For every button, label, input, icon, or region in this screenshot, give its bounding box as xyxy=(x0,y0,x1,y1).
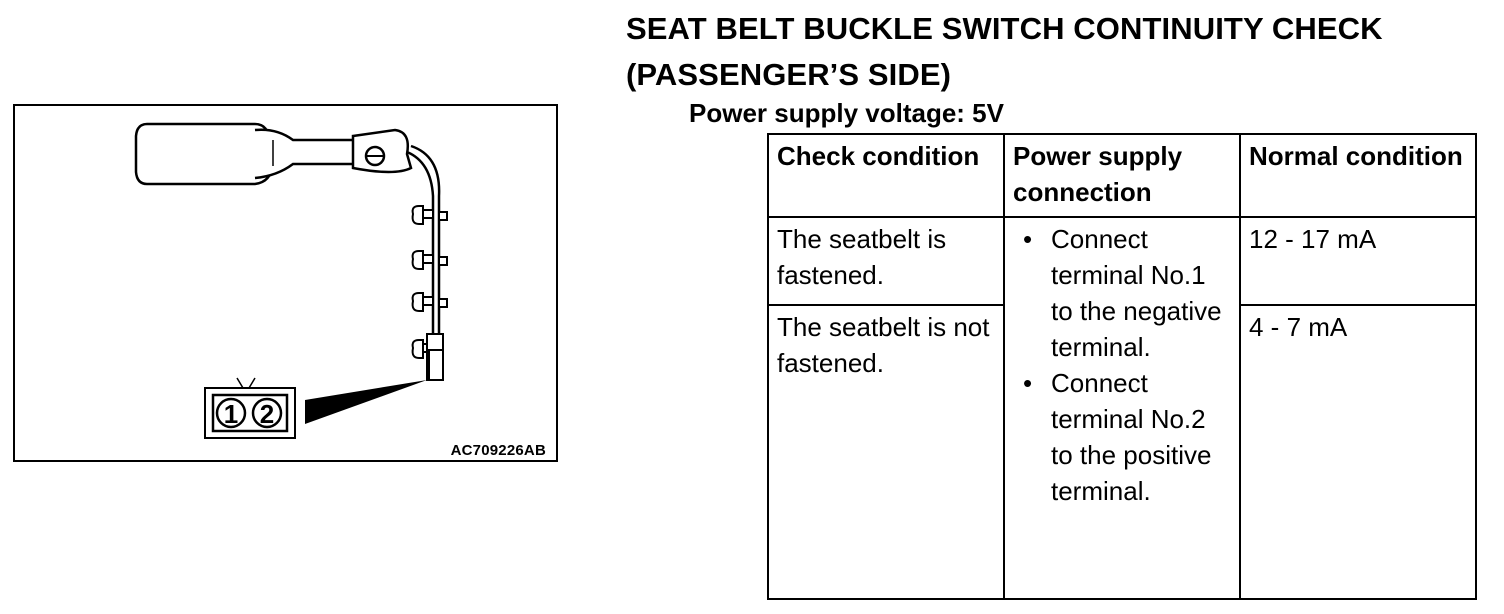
harness-clip xyxy=(413,293,447,311)
power-supply-connection-cell xyxy=(1004,217,1240,599)
list-item: • Connect terminal No.2 to the positive terminal. xyxy=(1051,365,1231,509)
illustration-figure xyxy=(13,104,558,462)
connection-steps-list xyxy=(1013,221,1231,509)
list-item: • Connect terminal No.1 to the negative terminal. xyxy=(1051,221,1231,365)
continuity-check-table xyxy=(767,133,1477,600)
power-supply-voltage: Power supply voltage: 5V xyxy=(689,98,1004,128)
pointer-wedge xyxy=(305,380,427,424)
pin-2-label: 2 xyxy=(259,399,275,429)
table-row xyxy=(768,217,1476,305)
check-condition-cell: The seatbelt is fastened. xyxy=(768,217,1004,305)
harness-clip xyxy=(413,206,447,224)
buckle-body xyxy=(136,124,273,184)
check-condition-cell: The seatbelt is not fastened. xyxy=(768,305,1004,599)
page-title: SEAT BELT BUCKLE SWITCH CONTINUITY CHECK (PASSENGER’S SIDE) xyxy=(626,11,1383,92)
normal-condition-cell: 12 - 17 mA xyxy=(1240,217,1476,305)
header-check-condition: Check condition xyxy=(768,134,1004,217)
harness-clip xyxy=(413,251,447,269)
figure-code: AC709226AB xyxy=(450,442,546,459)
seat-belt-buckle-illustration xyxy=(15,106,560,464)
normal-condition-cell: 4 - 7 mA xyxy=(1240,305,1476,599)
header-power-supply-connection: Power supply connection xyxy=(1004,134,1240,217)
pin-1-label: 1 xyxy=(223,399,239,429)
table-header-row xyxy=(768,134,1476,217)
connector-lock-mark xyxy=(237,378,255,388)
header-normal-condition: Normal condition xyxy=(1240,134,1476,217)
